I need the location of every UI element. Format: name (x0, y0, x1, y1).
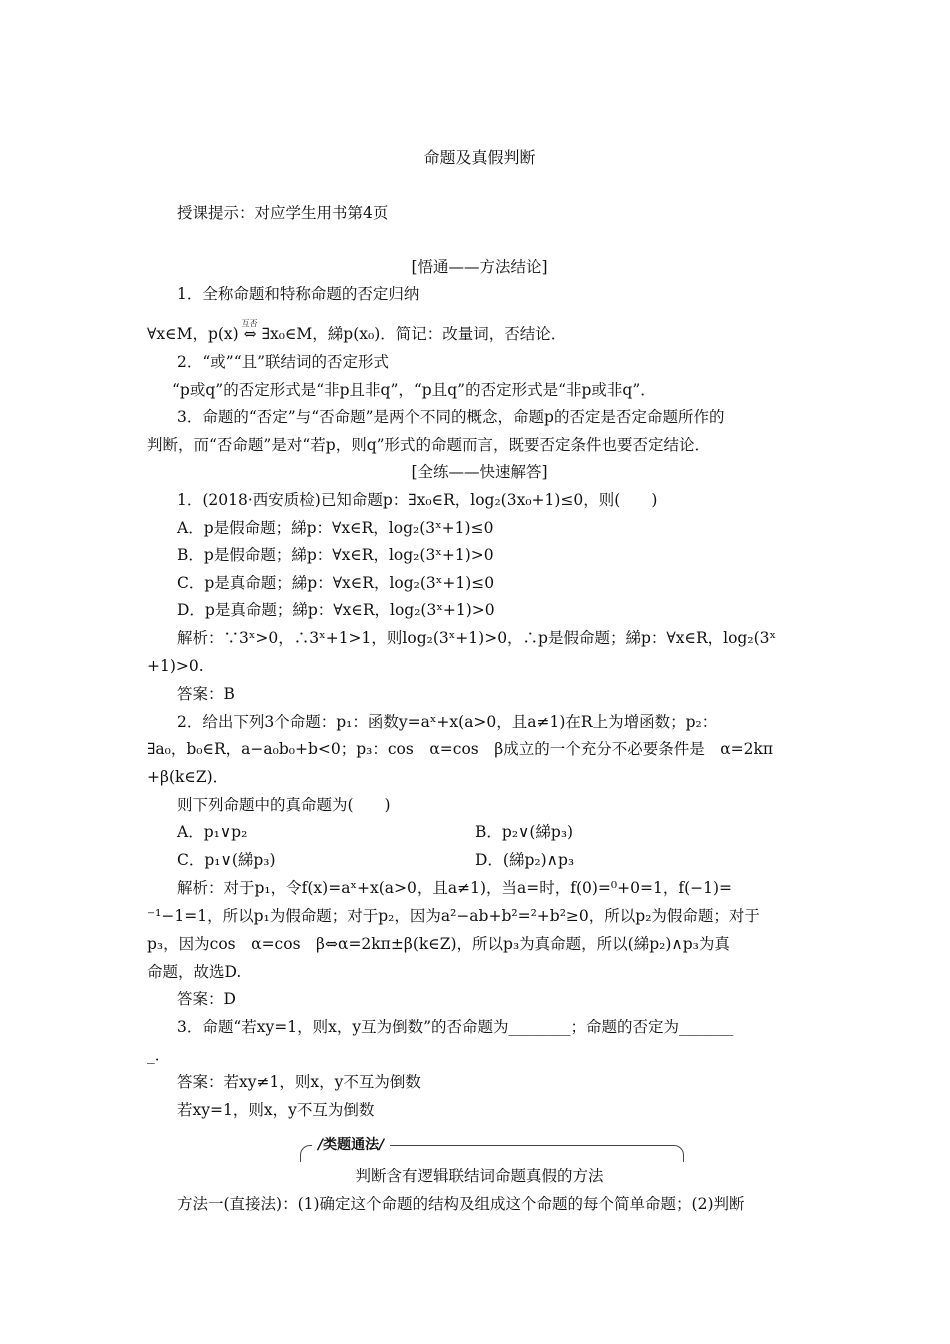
teaching-hint: 授课提示：对应学生用书第4页 (177, 204, 389, 222)
question-2-line-4: 则下列命题中的真命题为( ) (177, 796, 391, 814)
question-1: 1．(2018·西安质检)已知命题p：∃x₀∈R，log₂(3x₀+1)≤0，则( ) (177, 491, 658, 509)
section-heading-practice: [全练——快速解答] (411, 463, 548, 481)
question-1-solution-line-2: +1)>0. (147, 657, 204, 675)
question-1-option-a: A．p是假命题；綈p：∀x∈R，log₂(3ˣ+1)≤0 (177, 519, 494, 537)
method-item-1-heading: 1．全称命题和特称命题的否定归纳 (177, 285, 420, 303)
section-heading-methods: [悟通——方法结论] (411, 258, 548, 276)
question-2-option-a: A．p₁∨p₂ (177, 823, 248, 841)
question-2-option-c: C．p₁∨(綈p₃) (177, 851, 276, 869)
question-1-answer: 答案：B (177, 685, 235, 703)
question-2-solution-line-1: 解析：对于p₁，令f(x)=aˣ+x(a>0，且a≠1)，当a=时，f(0)=⁰+0=1，f(−1)= (177, 879, 732, 897)
question-3-answer-line-1: 答案：若xy≠1，则x，y不互为倒数 (177, 1073, 421, 1091)
arrow-label: 互否 (241, 319, 258, 328)
question-1-solution-line-1: 解析：∵3ˣ>0，∴3ˣ+1>1，则log₂(3ˣ+1)>0，∴p是假命题；綈p：∀x∈R，log₂(3ˣ (177, 629, 777, 647)
method-item-2-body: “p或q”的否定形式是“非p且非q”，“p且q”的否定形式是“非p或非q”． (172, 381, 656, 399)
method-item-1-body (147, 319, 812, 345)
banner-label: 类题通法 (323, 1137, 380, 1153)
question-2-option-b: B．p₂∨(綈p₃) (475, 823, 574, 841)
question-1-option-c: C．p是真命题；綈p：∀x∈R，log₂(3ˣ+1)≤0 (177, 574, 495, 592)
question-2-option-d: D．(綈p₂)∧p₃ (475, 851, 575, 869)
question-3-line-1: 3．命题“若xy=1，则x，y互为倒数”的否命题为________；命题的否定为_______ (177, 1018, 734, 1036)
question-2-line-3: +β(k∈Z)． (147, 768, 229, 786)
method-item-3-line-2: 判断，而“否命题”是对“若p，则q”形式的命题而言，既要否定条件也要否定结论． (147, 436, 711, 454)
question-1-option-d: D．p是真命题；綈p：∀x∈R，log₂(3ˣ+1)>0 (177, 601, 495, 619)
method-item-2-heading: 2．“或”“且”联结词的否定形式 (177, 353, 390, 371)
banner-slash-left: / (318, 1137, 324, 1153)
method-summary-banner (300, 1132, 684, 1162)
question-3-answer-line-2: 若xy=1，则x，y不互为倒数 (177, 1101, 375, 1119)
banner-title: 判断含有逻辑联结词命题真假的方法 (355, 1167, 604, 1185)
method-line-1: 方法一(直接法)：(1)确定这个命题的结构及组成这个命题的每个简单命题；(2)判断 (177, 1195, 745, 1213)
question-3-line-2: _． (147, 1046, 171, 1064)
method-item-1-part-b: ∃x₀∈M，綈p(x₀)．简记：改量词，否结论． (261, 325, 567, 343)
banner-slash-right: / (379, 1137, 385, 1153)
question-2-line-2: ∃a₀，b₀∈R，a−a₀b₀+b<0；p₃：cos α=cos β成立的一个充分不必要条件是 α=2kπ (147, 740, 774, 758)
page-title: 命题及真假判断 (423, 148, 536, 167)
question-2-solution-line-3: p₃，因为cos α=cos β⇔α=2kπ±β(k∈Z)，所以p₃为真命题，所以(綈p₂)∧p₃为真 (147, 935, 730, 953)
equivalence-arrow (241, 319, 258, 345)
question-2-solution-line-4: 命题，故选D. (147, 963, 242, 981)
arrow-glyph: ⇔ (243, 325, 257, 343)
question-2-answer: 答案：D (177, 990, 236, 1008)
question-2-line-1: 2．给出下列3个命题：p₁：函数y=aˣ+x(a>0，且a≠1)在R上为增函数；p₂： (177, 713, 718, 731)
method-item-1-part-a: ∀x∈M，p(x) (147, 325, 244, 343)
banner-tag (312, 1135, 390, 1155)
question-2-solution-line-2: ⁻¹−1=1，所以p₁为假命题；对于p₂，因为a²−ab+b²=²+b²≥0，所以p₂为假命题；对于 (147, 907, 760, 925)
method-item-3-line-1: 3．命题的“否定”与“否命题”是两个不同的概念，命题p的否定是否定命题所作的 (177, 408, 725, 426)
question-1-option-b: B．p是假命题；綈p：∀x∈R，log₂(3ˣ+1)>0 (177, 546, 494, 564)
